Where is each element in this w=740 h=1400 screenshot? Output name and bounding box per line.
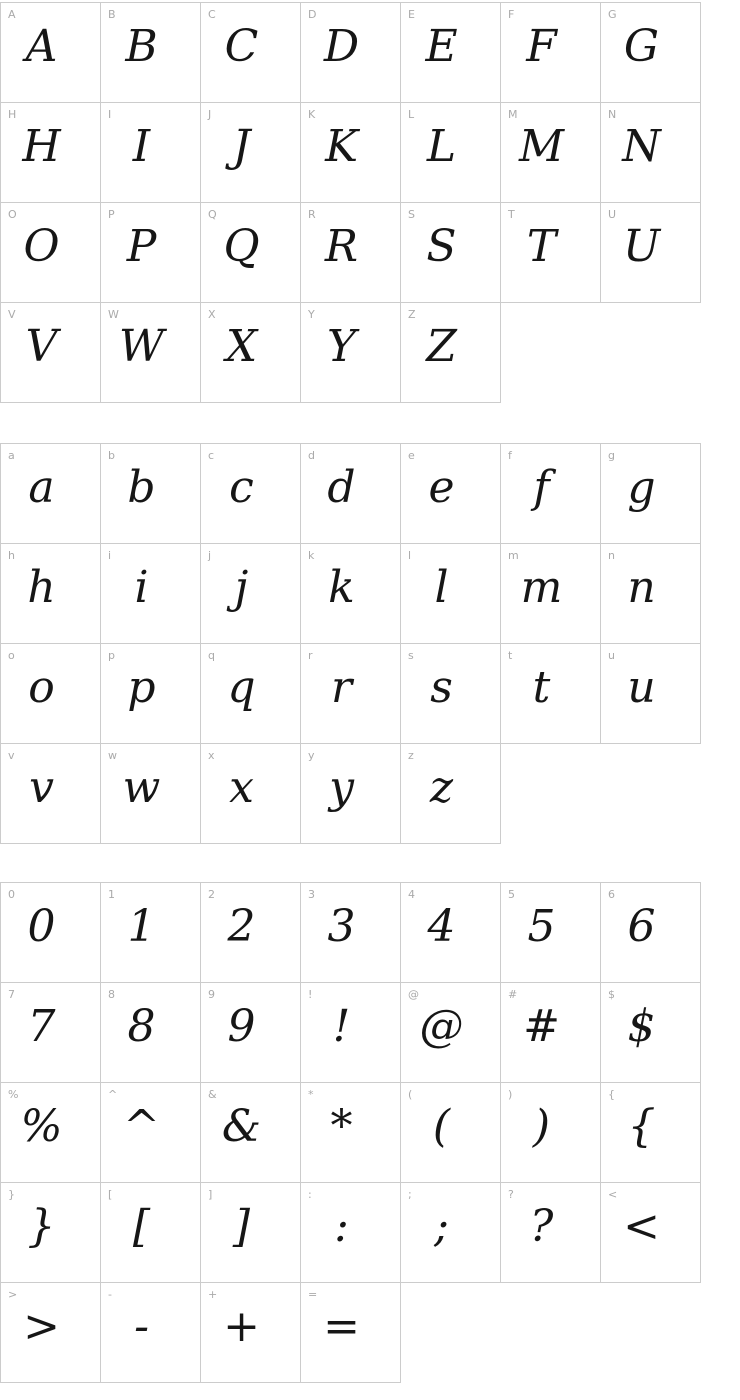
glyph-preview: b [127, 461, 156, 513]
glyph-cell-label: K [308, 108, 316, 121]
glyph-preview: 3 [327, 900, 356, 952]
glyph-cell-label: T [508, 208, 515, 221]
glyph-cell [201, 3, 301, 103]
glyph-cell [401, 644, 501, 744]
glyph-cell-label: q [208, 649, 215, 662]
glyph-preview: y [329, 761, 354, 813]
glyph-cell [1, 644, 101, 744]
glyph-preview: r [330, 661, 353, 713]
glyph-cell-label: # [508, 988, 518, 1001]
glyph-cell [301, 1083, 401, 1183]
glyph-preview: D [323, 20, 360, 72]
glyph-preview: X [225, 320, 258, 372]
glyph-preview: c [229, 461, 254, 513]
glyph-cell-label: k [308, 549, 315, 562]
glyph-cell-label: & [208, 1088, 217, 1101]
glyph-cell [501, 1183, 601, 1283]
glyph-cell [501, 203, 601, 303]
glyph-cell [301, 883, 401, 983]
glyph-cell-label: ) [508, 1088, 513, 1101]
glyph-cell [501, 544, 601, 644]
glyph-cell [401, 203, 501, 303]
glyph-cell-label: m [508, 549, 519, 562]
glyph-preview: A [25, 20, 58, 72]
glyph-cell [101, 103, 201, 203]
glyph-cell [1, 1183, 101, 1283]
glyph-preview: 8 [127, 1000, 156, 1052]
glyph-preview: w [122, 761, 161, 813]
glyph-cell-label: { [608, 1088, 615, 1101]
glyph-cell-label: 1 [108, 888, 115, 901]
glyph-cell-label: 9 [208, 988, 215, 1001]
glyph-cell-label: u [608, 649, 615, 662]
glyph-cell [401, 1083, 501, 1183]
glyph-preview: 6 [627, 900, 656, 952]
glyph-preview: V [25, 320, 58, 372]
glyph-cell [401, 744, 501, 844]
glyph-cell [501, 3, 601, 103]
glyph-preview: [ [132, 1200, 151, 1252]
glyph-cell-label: = [308, 1288, 318, 1301]
glyph-cell [101, 303, 201, 403]
glyph-cell-label: t [508, 649, 513, 662]
glyph-preview: F [526, 20, 557, 72]
glyph-cell [601, 1083, 701, 1183]
glyph-preview: ) [532, 1100, 551, 1152]
glyph-preview: v [29, 761, 54, 813]
glyph-cell-label: n [608, 549, 615, 562]
glyph-cell [301, 103, 401, 203]
glyph-preview: 4 [427, 900, 456, 952]
glyph-preview: ^ [123, 1100, 160, 1152]
glyph-preview: { [627, 1100, 656, 1152]
glyph-cell [501, 103, 601, 203]
glyph-cell [301, 1283, 401, 1383]
glyph-preview: q [227, 661, 256, 713]
glyph-cell-label: ? [508, 1188, 514, 1201]
glyph-preview: ! [332, 1000, 351, 1052]
glyph-cell-label: D [308, 8, 317, 21]
glyph-preview: 2 [227, 900, 256, 952]
glyph-cell [301, 1183, 401, 1283]
glyph-preview: S [426, 220, 457, 272]
glyph-cell [101, 644, 201, 744]
glyph-cell-label: I [108, 108, 112, 121]
glyph-preview: k [328, 561, 355, 613]
glyph-cell [1, 203, 101, 303]
glyph-cell-label: S [408, 208, 415, 221]
glyph-cell-label: w [108, 749, 117, 762]
glyph-cell-label: v [8, 749, 15, 762]
glyph-preview: j [234, 561, 249, 613]
glyph-cell [601, 444, 701, 544]
glyph-preview: t [532, 661, 551, 713]
numbers-and-symbols-grid [0, 882, 701, 1383]
glyph-cell [401, 1183, 501, 1283]
glyph-cell-label: j [208, 549, 212, 562]
glyph-cell-label: s [408, 649, 414, 662]
glyph-preview: # [523, 1000, 560, 1052]
glyph-cell-label: G [608, 8, 617, 21]
glyph-cell [301, 983, 401, 1083]
glyph-cell-label: h [8, 549, 15, 562]
glyph-preview: < [623, 1200, 660, 1252]
glyph-cell [201, 1183, 301, 1283]
glyph-cell-label: ! [308, 988, 313, 1001]
glyph-cell-label: R [308, 208, 316, 221]
glyph-preview: e [428, 461, 455, 513]
glyph-cell [601, 3, 701, 103]
glyph-cell [101, 444, 201, 544]
glyph-preview: m [520, 561, 563, 613]
glyph-cell [1, 1283, 101, 1383]
glyph-cell [301, 744, 401, 844]
glyph-preview: Q [223, 220, 260, 272]
glyph-preview: U [622, 220, 661, 272]
glyph-preview: - [134, 1300, 149, 1352]
glyph-cell-label: 7 [8, 988, 15, 1001]
glyph-cell [1, 303, 101, 403]
glyph-preview: & [221, 1100, 262, 1152]
glyph-cell-label: ; [408, 1188, 412, 1201]
glyph-cell-label: } [8, 1188, 15, 1201]
glyph-preview: p [127, 661, 156, 713]
glyph-preview: ( [432, 1100, 451, 1152]
glyph-preview: d [327, 461, 356, 513]
glyph-cell [101, 3, 201, 103]
glyph-cell-label: Q [208, 208, 217, 221]
glyph-cell [301, 544, 401, 644]
glyph-cell [201, 203, 301, 303]
glyph-cell [401, 103, 501, 203]
glyph-preview: J [232, 120, 251, 172]
glyph-cell-label: 2 [208, 888, 215, 901]
glyph-cell [301, 444, 401, 544]
glyph-cell [601, 103, 701, 203]
glyph-cell [401, 444, 501, 544]
glyph-preview: 0 [27, 900, 56, 952]
glyph-cell-label: 4 [408, 888, 415, 901]
glyph-cell [601, 544, 701, 644]
glyph-cell-label: M [508, 108, 518, 121]
glyph-cell [101, 1283, 201, 1383]
glyph-cell [201, 303, 301, 403]
glyph-cell-label: < [608, 1188, 618, 1201]
glyph-preview: a [28, 461, 55, 513]
glyph-cell [201, 1283, 301, 1383]
lowercase-letters-grid [0, 443, 701, 844]
glyph-preview: : [334, 1200, 349, 1252]
glyph-cell [601, 644, 701, 744]
glyph-cell [501, 644, 601, 744]
glyph-cell-label: y [308, 749, 315, 762]
glyph-cell-label: i [108, 549, 112, 562]
glyph-cell-label: ( [408, 1088, 413, 1101]
glyph-cell [1, 103, 101, 203]
glyph-preview: ; [434, 1200, 449, 1252]
glyph-preview: ? [529, 1200, 554, 1252]
glyph-cell [101, 1083, 201, 1183]
glyph-cell-label: f [508, 449, 512, 462]
glyph-preview: Z [426, 320, 457, 372]
glyph-preview: @ [419, 1000, 464, 1052]
glyph-preview: Y [326, 320, 357, 372]
glyph-cell [101, 1183, 201, 1283]
glyph-cell [1, 444, 101, 544]
glyph-cell-label: x [208, 749, 215, 762]
glyph-cell-label: 6 [608, 888, 615, 901]
glyph-preview: O [23, 220, 60, 272]
glyph-cell [501, 883, 601, 983]
glyph-preview: 5 [527, 900, 556, 952]
glyph-cell-label: A [8, 8, 16, 21]
glyph-cell-label: a [8, 449, 15, 462]
glyph-preview: g [627, 461, 656, 513]
glyph-cell [601, 983, 701, 1083]
glyph-preview: f [533, 461, 550, 513]
glyph-cell-label: g [608, 449, 615, 462]
uppercase-letters-grid [0, 2, 701, 403]
glyph-cell-label: c [208, 449, 215, 462]
glyph-cell-label: 8 [108, 988, 115, 1001]
glyph-cell-label: * [308, 1088, 314, 1101]
glyph-cell-label: J [208, 108, 212, 121]
glyph-cell-label: > [8, 1288, 18, 1301]
glyph-cell [201, 103, 301, 203]
glyph-cell-label: F [508, 8, 515, 21]
glyph-cell [1, 883, 101, 983]
glyph-cell-label: E [408, 8, 415, 21]
glyph-preview: } [27, 1200, 56, 1252]
glyph-preview: B [125, 20, 158, 72]
glyph-cell [1, 744, 101, 844]
glyph-preview: C [224, 20, 259, 72]
glyph-cell [401, 983, 501, 1083]
glyph-cell-label: B [108, 8, 116, 21]
glyph-cell [301, 644, 401, 744]
glyph-preview: K [325, 120, 358, 172]
glyph-cell [1, 1083, 101, 1183]
glyph-cell [201, 444, 301, 544]
glyph-cell-label: e [408, 449, 415, 462]
glyph-preview: E [425, 20, 458, 72]
glyph-cell [101, 983, 201, 1083]
glyph-preview: 1 [127, 900, 156, 952]
glyph-cell [201, 883, 301, 983]
glyph-preview: h [27, 561, 56, 613]
glyph-cell-label: H [8, 108, 17, 121]
glyph-preview: T [526, 220, 557, 272]
glyph-preview: W [118, 320, 165, 372]
glyph-preview: ] [232, 1200, 251, 1252]
glyph-cell [401, 303, 501, 403]
glyph-cell-label: Z [408, 308, 416, 321]
glyph-cell [601, 203, 701, 303]
glyph-cell [501, 444, 601, 544]
glyph-cell-label: % [8, 1088, 19, 1101]
glyph-cell [201, 544, 301, 644]
glyph-cell-label: C [208, 8, 216, 21]
glyph-cell-label: U [608, 208, 617, 221]
glyph-cell [401, 3, 501, 103]
glyph-cell-label: $ [608, 988, 615, 1001]
glyph-preview: $ [627, 1000, 656, 1052]
glyph-preview: N [622, 120, 661, 172]
glyph-cell-label: @ [408, 988, 419, 1001]
glyph-preview: R [324, 220, 359, 272]
glyph-preview: n [627, 561, 656, 613]
glyph-cell-label: o [8, 649, 15, 662]
glyph-cell-label: W [108, 308, 119, 321]
glyph-cell [1, 3, 101, 103]
glyph-preview: = [323, 1300, 360, 1352]
glyph-preview: G [623, 20, 660, 72]
glyph-cell-label: [ [108, 1188, 113, 1201]
glyph-preview: u [627, 661, 656, 713]
glyph-cell [301, 303, 401, 403]
glyph-cell-label: 3 [308, 888, 315, 901]
glyph-cell [201, 1083, 301, 1183]
glyph-preview: i [134, 561, 149, 613]
glyph-preview: % [20, 1100, 63, 1152]
glyph-preview: z [429, 761, 454, 813]
glyph-preview: 7 [27, 1000, 56, 1052]
glyph-cell-label: + [208, 1288, 218, 1301]
glyph-cell-label: P [108, 208, 115, 221]
glyph-preview: x [229, 761, 254, 813]
glyph-cell-label: r [308, 649, 313, 662]
glyph-preview: P [126, 220, 157, 272]
glyph-cell-label: l [408, 549, 412, 562]
glyph-preview: > [23, 1300, 60, 1352]
glyph-cell [1, 544, 101, 644]
glyph-cell-label: ] [208, 1188, 213, 1201]
glyph-cell-label: d [308, 449, 315, 462]
glyph-preview: l [434, 561, 449, 613]
glyph-cell [101, 883, 201, 983]
glyph-preview: * [330, 1100, 353, 1152]
glyph-cell [401, 544, 501, 644]
glyph-cell-label: Y [308, 308, 315, 321]
glyph-cell [501, 983, 601, 1083]
glyph-cell [301, 203, 401, 303]
glyph-cell [301, 3, 401, 103]
glyph-cell-label: b [108, 449, 115, 462]
glyph-cell-label: L [408, 108, 415, 121]
glyph-cell [201, 744, 301, 844]
glyph-cell [601, 883, 701, 983]
glyph-cell-label: - [108, 1288, 112, 1301]
glyph-cell-label: O [8, 208, 17, 221]
glyph-cell-label: X [208, 308, 216, 321]
glyph-preview: 9 [227, 1000, 256, 1052]
glyph-cell-label: z [408, 749, 414, 762]
glyph-cell [101, 544, 201, 644]
glyph-cell [401, 883, 501, 983]
glyph-preview: I [132, 120, 151, 172]
glyph-cell-label: : [308, 1188, 312, 1201]
glyph-cell-label: V [8, 308, 16, 321]
glyph-cell [201, 983, 301, 1083]
glyph-cell-label: p [108, 649, 115, 662]
glyph-preview: M [518, 120, 565, 172]
glyph-cell [1, 983, 101, 1083]
glyph-cell-label: N [608, 108, 617, 121]
glyph-cell [101, 203, 201, 303]
glyph-preview: + [223, 1300, 260, 1352]
glyph-cell-label: ^ [108, 1088, 118, 1101]
glyph-preview: H [22, 120, 61, 172]
glyph-preview: o [28, 661, 55, 713]
glyph-cell-label: 0 [8, 888, 15, 901]
glyph-cell [201, 644, 301, 744]
glyph-preview: s [430, 661, 453, 713]
glyph-cell [501, 1083, 601, 1183]
glyph-cell [101, 744, 201, 844]
glyph-preview: L [426, 120, 457, 172]
glyph-cell-label: 5 [508, 888, 515, 901]
glyph-cell [601, 1183, 701, 1283]
